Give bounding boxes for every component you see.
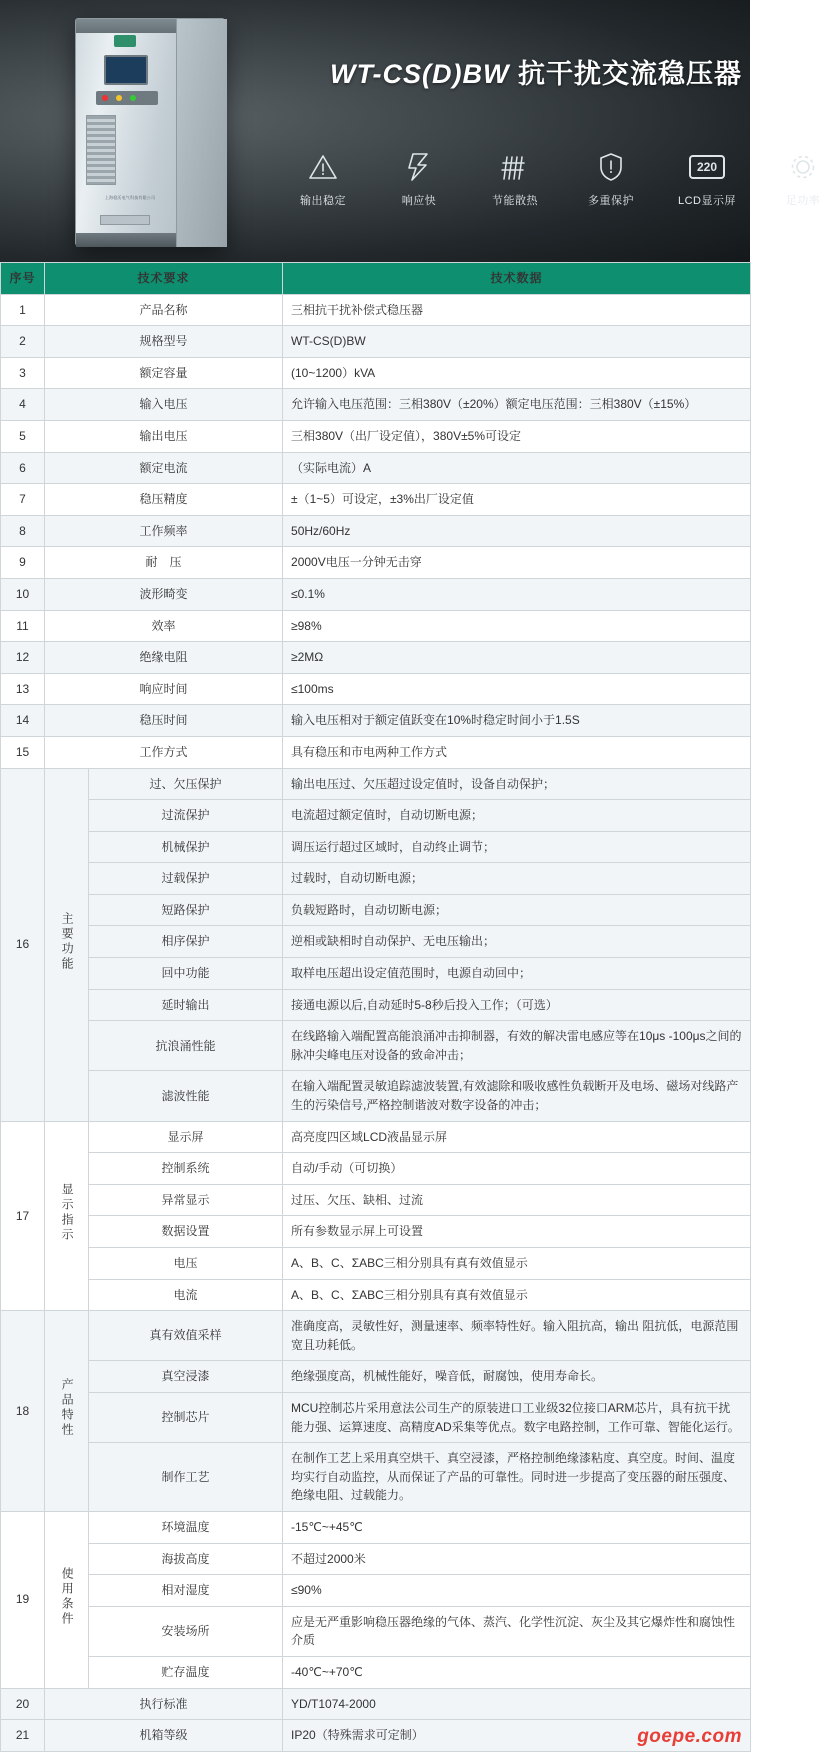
hero-banner (0, 0, 821, 262)
cell-req: 执行标准 (45, 1688, 283, 1720)
machine-lcd-screen (104, 55, 148, 85)
table-row (1, 1121, 751, 1153)
cell-req: 输入电压 (45, 389, 283, 421)
machine-caption: 上海稳沃电气科技有限公司 (104, 195, 156, 200)
table-row (1, 515, 751, 547)
cell-req: 机箱等级 (45, 1720, 283, 1752)
cell-no: 20 (1, 1688, 45, 1720)
cell-data: 三相抗干扰补偿式稳压器 (283, 294, 751, 326)
table-row (1, 1656, 751, 1688)
table-row (1, 1361, 751, 1393)
machine-led-yellow (116, 95, 122, 101)
machine-top (76, 19, 176, 33)
cell-data: (10~1200）kVA (283, 357, 751, 389)
cell-req: 相序保护 (89, 926, 283, 958)
table-row (1, 294, 751, 326)
watermark (637, 1726, 742, 1748)
cell-data: 过载时，自动切断电源； (283, 863, 751, 895)
cell-no: 9 (1, 547, 45, 579)
cell-no: 1 (1, 294, 45, 326)
cell-data: 过压、欠压、缺相、过流 (283, 1184, 751, 1216)
page-title (330, 52, 742, 91)
table-header-row (1, 263, 751, 295)
table-row (1, 389, 751, 421)
cell-data: 在线路输入端配置高能浪涌冲击抑制器，有效的解决雷电感应等在10μs -100μs之间的脉冲尖峰电压对设备的致命冲击； (283, 1021, 751, 1071)
title-chinese: 抗干扰交流稳压器 (517, 59, 742, 89)
cell-data: A、B、C、ΣABC三相分别具有真有效值显示 (283, 1279, 751, 1311)
cell-group-label: 主要功能 (45, 768, 89, 1121)
cell-req: 延时输出 (89, 989, 283, 1021)
lcd-220-text: 220 (689, 155, 725, 179)
feature-label: 多重保护 (588, 195, 634, 207)
feature-fast-response (384, 150, 454, 208)
cell-data: 自动/手动（可切换） (283, 1153, 751, 1185)
machine-nameplate (100, 215, 150, 225)
table-row (1, 1443, 751, 1512)
cell-data: ≥2MΩ (283, 642, 751, 674)
cell-no: 8 (1, 515, 45, 547)
table-row (1, 958, 751, 990)
machine-logo (114, 35, 136, 47)
title-model: WT-CS(D)BW (330, 59, 510, 89)
feature-energy-heat (480, 150, 550, 208)
table-row (1, 831, 751, 863)
cell-data: 准确度高，灵敏性好，测量速率、频率特性好。输入阻抗高，输出 阻抗低，电源范围宽且功耗低。 (283, 1311, 751, 1361)
cell-no: 3 (1, 357, 45, 389)
table-row (1, 484, 751, 516)
table-row (1, 1688, 751, 1720)
table-row (1, 1184, 751, 1216)
cell-no: 21 (1, 1720, 45, 1752)
cell-no: 14 (1, 705, 45, 737)
cell-no: 12 (1, 642, 45, 674)
cell-data: -15℃~+45℃ (283, 1511, 751, 1543)
table-row (1, 547, 751, 579)
cell-data: 50Hz/60Hz (283, 515, 751, 547)
table-row (1, 1606, 751, 1656)
cell-req: 抗浪涌性能 (89, 1021, 283, 1071)
cell-no: 11 (1, 610, 45, 642)
cell-no: 17 (1, 1121, 45, 1311)
cell-no: 16 (1, 768, 45, 1121)
table-row (1, 1511, 751, 1543)
cell-req: 额定电流 (45, 452, 283, 484)
cell-req: 显示屏 (89, 1121, 283, 1153)
machine-vents (86, 115, 116, 185)
table-row (1, 1575, 751, 1607)
cell-data: WT-CS(D)BW (283, 326, 751, 358)
table-row (1, 1248, 751, 1280)
table-row (1, 736, 751, 768)
cell-no: 2 (1, 326, 45, 358)
cell-data: 绝缘强度高，机械性能好，噪音低，耐腐蚀，使用寿命长。 (283, 1361, 751, 1393)
spec-table (0, 262, 751, 1752)
cell-req: 滤波性能 (89, 1071, 283, 1121)
table-row (1, 357, 751, 389)
cell-data: ≥98% (283, 610, 751, 642)
table-row (1, 1071, 751, 1121)
cell-data: ±（1~5）可设定，±3%出厂设定值 (283, 484, 751, 516)
cell-req: 输出电压 (45, 420, 283, 452)
feature-label: 响应快 (401, 195, 437, 207)
table-row (1, 610, 751, 642)
feature-label: 足功率 (785, 195, 821, 207)
spec-table-wrapper (0, 262, 750, 1752)
cell-req: 环境温度 (89, 1511, 283, 1543)
cell-req: 电流 (89, 1279, 283, 1311)
cell-req: 过流保护 (89, 800, 283, 832)
watermark-text: goepe.com (637, 1725, 742, 1747)
warning-triangle-icon (288, 150, 358, 184)
cell-data: 具有稳压和市电两种工作方式 (283, 736, 751, 768)
cell-data: （实际电流）A (283, 452, 751, 484)
cell-data: 在输入端配置灵敏追踪滤波装置,有效滤除和吸收感性负载断开及电场、磁场对线路产生的污染信号,严格控制谐波对数字设备的冲击； (283, 1071, 751, 1121)
machine-sticker (194, 227, 214, 234)
header-data: 技术数据 (283, 263, 751, 295)
header-requirement: 技术要求 (45, 263, 283, 295)
cell-data: 逆相或缺相时自动保护、无电压输出； (283, 926, 751, 958)
cell-no: 19 (1, 1511, 45, 1688)
cell-req: 工作方式 (45, 736, 283, 768)
cell-data: 允许输入电压范围：三相380V（±20%）额定电压范围：三相380V（±15%） (283, 389, 751, 421)
cell-req: 响应时间 (45, 673, 283, 705)
cell-data: 输入电压相对于额定值跃变在10%时稳定时间小于1.5S (283, 705, 751, 737)
cell-data: 三相380V（出厂设定值），380V±5%可设定 (283, 420, 751, 452)
cell-req: 安装场所 (89, 1606, 283, 1656)
cell-no: 5 (1, 420, 45, 452)
cell-group-label: 使用条件 (45, 1511, 89, 1688)
cell-req: 规格型号 (45, 326, 283, 358)
cell-req: 贮存温度 (89, 1656, 283, 1688)
cell-req: 产品名称 (45, 294, 283, 326)
cell-no: 4 (1, 389, 45, 421)
cell-req: 相对湿度 (89, 1575, 283, 1607)
cell-req: 控制芯片 (89, 1392, 283, 1442)
feature-icon-row (288, 150, 838, 208)
table-row (1, 326, 751, 358)
machine-base (76, 233, 226, 247)
table-row (1, 1279, 751, 1311)
cell-group-label: 显示指示 (45, 1121, 89, 1311)
cell-req: 真有效值采样 (89, 1311, 283, 1361)
cell-data: 在制作工艺上采用真空烘干、真空浸漆，严格控制绝缘漆粘度、真空度。时间、温度均实行自动监控，从而保证了产品的可靠性。同时进一步提高了变压器的耐压强度、绝缘电阻、过载能力。 (283, 1443, 751, 1512)
cell-req: 异常显示 (89, 1184, 283, 1216)
cell-req: 真空浸漆 (89, 1361, 283, 1393)
cell-req: 过载保护 (89, 863, 283, 895)
table-row (1, 1311, 751, 1361)
cell-req: 绝缘电阻 (45, 642, 283, 674)
table-row (1, 420, 751, 452)
cell-no: 7 (1, 484, 45, 516)
feature-full-power (768, 150, 838, 208)
machine-handle (188, 129, 192, 155)
cell-data: -40℃~+70℃ (283, 1656, 751, 1688)
table-row (1, 578, 751, 610)
cell-data: 不超过2000米 (283, 1543, 751, 1575)
table-row (1, 768, 751, 800)
table-row (1, 642, 751, 674)
cell-req: 回中功能 (89, 958, 283, 990)
heat-dissipation-icon (480, 150, 550, 184)
cell-data: 所有参数显示屏上可设置 (283, 1216, 751, 1248)
cell-data: ≤100ms (283, 673, 751, 705)
cell-req: 控制系统 (89, 1153, 283, 1185)
cell-no: 6 (1, 452, 45, 484)
feature-label: LCD显示屏 (677, 195, 736, 207)
cell-data: 接通电源以后,自动延时5-8秒后投入工作；（可选） (283, 989, 751, 1021)
cell-data: 2000V电压一分钟无击穿 (283, 547, 751, 579)
table-row (1, 800, 751, 832)
machine-led-red (102, 95, 108, 101)
table-row (1, 1021, 751, 1071)
header-no: 序号 (1, 263, 45, 295)
table-row (1, 1543, 751, 1575)
feature-lcd-display (672, 150, 742, 208)
cell-req: 效率 (45, 610, 283, 642)
cell-group-label: 产品特性 (45, 1311, 89, 1512)
cell-req: 波形畸变 (45, 578, 283, 610)
cell-req: 海拔高度 (89, 1543, 283, 1575)
table-row (1, 1216, 751, 1248)
cell-data: YD/T1074-2000 (283, 1688, 751, 1720)
cell-req: 数据设置 (89, 1216, 283, 1248)
cell-no: 18 (1, 1311, 45, 1512)
shield-check-icon (576, 150, 646, 184)
gear-icon (768, 150, 838, 184)
cell-req: 短路保护 (89, 894, 283, 926)
lightning-bolt-icon (384, 150, 454, 184)
cell-data: 取样电压超出设定值范围时，电源自动回中； (283, 958, 751, 990)
table-row (1, 1153, 751, 1185)
feature-multi-protection (576, 150, 646, 208)
table-row (1, 926, 751, 958)
cell-req: 机械保护 (89, 831, 283, 863)
cell-data: A、B、C、ΣABC三相分别具有真有效值显示 (283, 1248, 751, 1280)
cell-req: 额定容量 (45, 357, 283, 389)
table-body (1, 294, 751, 1751)
cell-req: 工作频率 (45, 515, 283, 547)
cell-req: 制作工艺 (89, 1443, 283, 1512)
cell-data: 应是无严重影响稳压器绝缘的气体、蒸汽、化学性沉淀、灰尘及其它爆炸性和腐蚀性介质 (283, 1606, 751, 1656)
table-row (1, 452, 751, 484)
cell-no: 15 (1, 736, 45, 768)
product-image (75, 18, 225, 246)
cell-data: 调压运行超过区域时，自动终止调节； (283, 831, 751, 863)
table-row (1, 863, 751, 895)
cell-data: ≤90% (283, 1575, 751, 1607)
cell-data: 负载短路时，自动切断电源； (283, 894, 751, 926)
table-row (1, 894, 751, 926)
cell-req: 过、欠压保护 (89, 768, 283, 800)
cell-data: MCU控制芯片采用意法公司生产的原装进口工业级32位接口ARM芯片，具有抗干扰能力强、运算速度、高精度AD采集等优点。数字电路控制，工作可靠、智能化运行。 (283, 1392, 751, 1442)
table-row (1, 673, 751, 705)
cell-data: 高亮度四区域LCD液晶显示屏 (283, 1121, 751, 1153)
cell-req: 稳压时间 (45, 705, 283, 737)
cell-data: 输出电压过、欠压超过设定值时，设备自动保护； (283, 768, 751, 800)
machine-led-green (130, 95, 136, 101)
lcd-220-icon (672, 150, 742, 184)
feature-label: 输出稳定 (300, 195, 346, 207)
cell-data: IP20（特殊需求可定制） (283, 1720, 751, 1752)
cell-req: 耐 压 (45, 547, 283, 579)
cell-data: 电流超过额定值时，自动切断电源； (283, 800, 751, 832)
table-row (1, 989, 751, 1021)
feature-label: 节能散热 (492, 195, 538, 207)
cell-req: 电压 (89, 1248, 283, 1280)
table-row (1, 1392, 751, 1442)
cell-req: 稳压精度 (45, 484, 283, 516)
feature-output-stable (288, 150, 358, 208)
cell-no: 13 (1, 673, 45, 705)
table-row (1, 705, 751, 737)
machine-door (181, 39, 221, 229)
cell-data: ≤0.1% (283, 578, 751, 610)
cell-no: 10 (1, 578, 45, 610)
